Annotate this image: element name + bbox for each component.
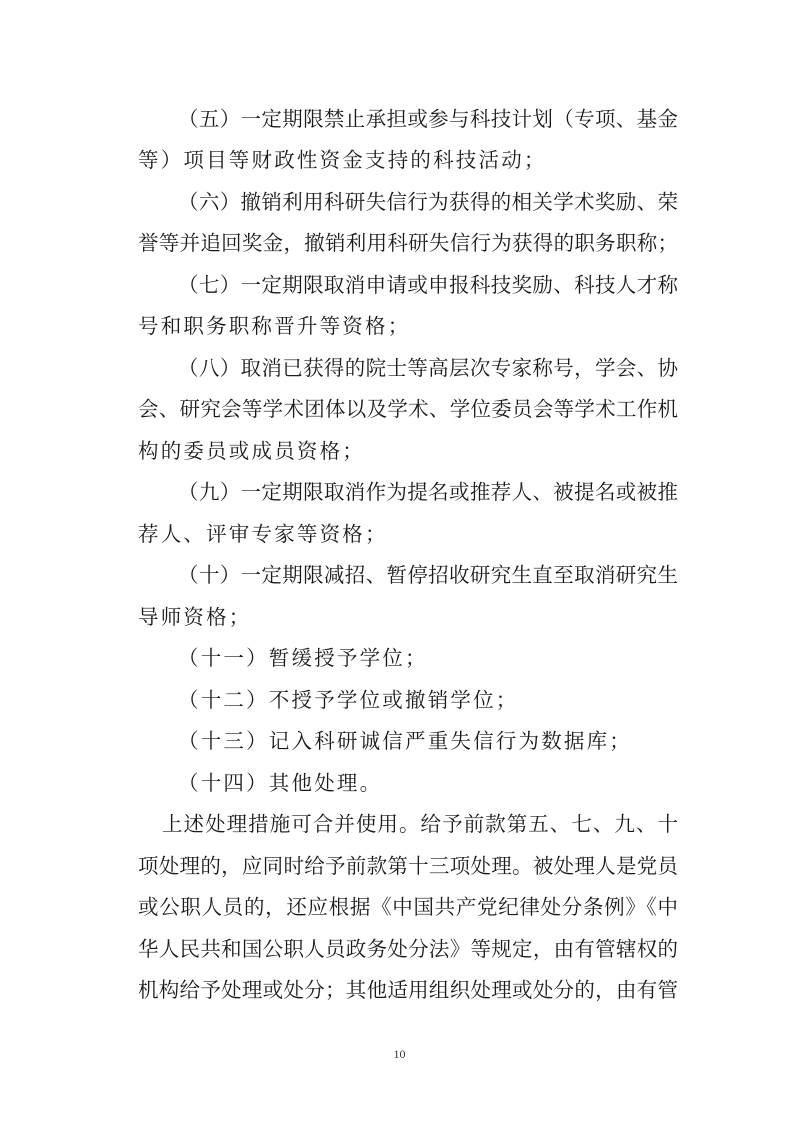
page-number: 10: [393, 1047, 406, 1061]
text-line: （五）一定期限禁止承担或参与科技计划（专项、基金: [178, 107, 678, 131]
text-line: 项处理的，应同时给予前款第十三项处理。被处理人是党员: [138, 854, 678, 878]
text-line: （九）一定期限取消作为提名或推荐人、被提名或被推: [178, 480, 678, 504]
text-line: （十一）暂缓授予学位；: [178, 646, 428, 670]
text-line: （十）一定期限减招、暂停招收研究生直至取消研究生: [178, 563, 678, 587]
text-line: （十四）其他处理。: [178, 771, 383, 795]
text-line: （七）一定期限取消申请或申报科技奖励、科技人才称: [178, 273, 678, 297]
text-line: 号和职务职称晋升等资格；: [138, 314, 411, 338]
text-line: 机构给予处理或处分；其他适用组织处理或处分的，由有管: [138, 978, 678, 1002]
text-line: 等）项目等财政性资金支持的科技活动；: [138, 148, 547, 172]
text-line: 构的委员或成员资格；: [138, 439, 365, 463]
text-line: （十三）记入科研诚信严重失信行为数据库；: [178, 729, 632, 753]
text-line: 或公职人员的，还应根据《中国共产党纪律处分条例》《中: [138, 895, 678, 919]
text-line: （十二）不授予学位或撤销学位；: [178, 688, 519, 712]
text-line: 华人民共和国公职人员政务处分法》等规定，由有管辖权的: [138, 937, 678, 961]
text-line: 会、研究会等学术团体以及学术、学位委员会等学术工作机: [138, 397, 678, 421]
text-line: （六）撤销利用科研失信行为获得的相关学术奖励、荣: [178, 190, 678, 214]
text-line: 导师资格；: [138, 605, 252, 629]
text-line: 上述处理措施可合并使用。给予前款第五、七、九、十: [162, 812, 678, 836]
text-line: 誉等并追回奖金，撤销利用科研失信行为获得的职务职称；: [138, 231, 678, 255]
text-line: 荐人、评审专家等资格；: [138, 522, 388, 546]
text-line: （八）取消已获得的院士等高层次专家称号，学会、协: [178, 356, 678, 380]
